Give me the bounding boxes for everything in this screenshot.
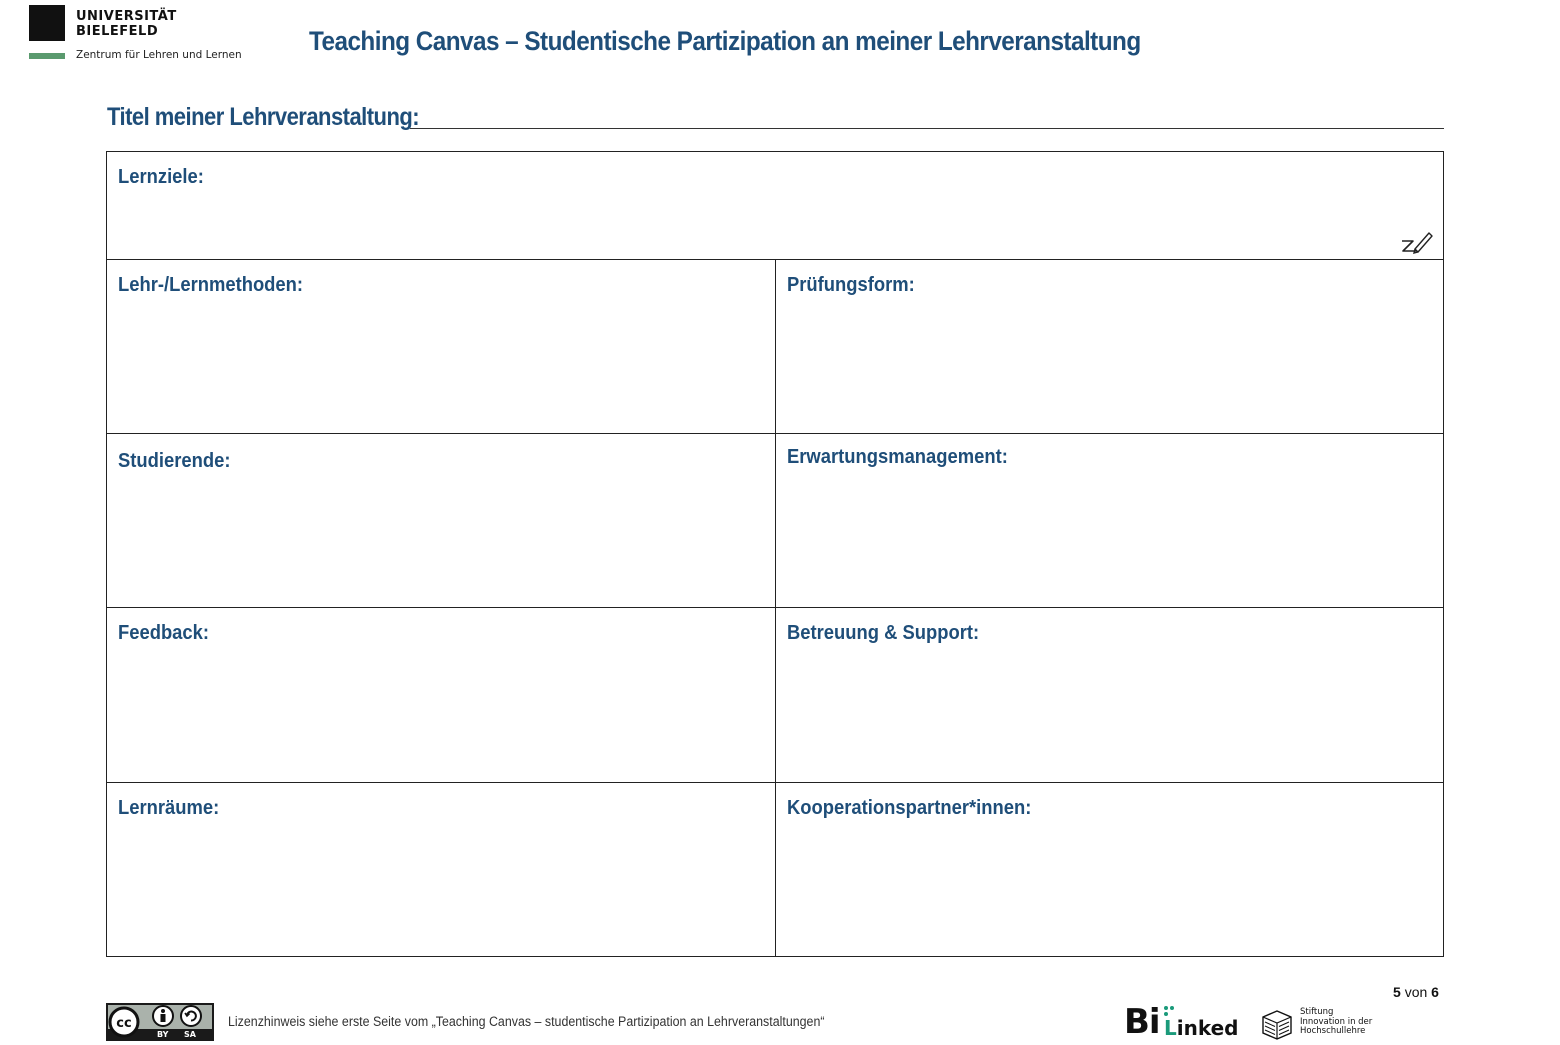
bilinked-rest: inked bbox=[1176, 1016, 1239, 1040]
stiftung-line-3: Hochschullehre bbox=[1300, 1026, 1366, 1036]
cell-erwartungsmanagement[interactable] bbox=[776, 434, 1443, 608]
cell-lehr-lernmethoden[interactable] bbox=[107, 260, 776, 434]
cell-label: Studierende: bbox=[118, 450, 231, 472]
logo-line-2: BIELEFELD bbox=[76, 24, 159, 39]
cell-label: Erwartungsmanagement: bbox=[787, 446, 1008, 468]
cell-studierende[interactable] bbox=[107, 434, 776, 608]
cell-label: Lernziele: bbox=[118, 166, 204, 188]
license-note: Lizenzhinweis siehe erste Seite vom „Teaching Canvas – studentische Partizipation an Lehrveranstaltungen“ bbox=[228, 1014, 825, 1029]
svg-text:cc: cc bbox=[116, 1016, 132, 1031]
cell-lernziele[interactable] bbox=[107, 152, 1443, 260]
cc-sa-label: SA bbox=[184, 1030, 196, 1039]
logo-university-name bbox=[76, 9, 177, 39]
page-number bbox=[1393, 984, 1439, 1000]
bilinked-linked bbox=[1164, 1017, 1239, 1039]
cell-feedback[interactable] bbox=[107, 608, 776, 783]
stiftung-text bbox=[1300, 1008, 1372, 1037]
logo-mark-icon bbox=[29, 5, 65, 41]
cell-lernraeume[interactable] bbox=[107, 783, 776, 956]
bilinked-bi: Bi bbox=[1124, 1002, 1160, 1042]
page-current: 5 bbox=[1393, 984, 1401, 1000]
cell-label: Betreuung & Support: bbox=[787, 622, 980, 644]
course-title-label: Titel meiner Lehrveranstaltung: bbox=[107, 103, 420, 131]
bilinked-logo bbox=[1124, 1002, 1239, 1042]
cell-label: Lehr-/Lernmethoden: bbox=[118, 274, 304, 296]
stiftung-logo bbox=[1260, 1008, 1390, 1044]
stiftung-cube-icon bbox=[1260, 1008, 1294, 1042]
logo-subtitle: Zentrum für Lehren und Lernen bbox=[76, 49, 242, 61]
page-title: Teaching Canvas – Studentische Partizipation an meiner Lehrveranstaltung bbox=[309, 26, 1141, 56]
cell-betreuung-support[interactable] bbox=[776, 608, 1443, 783]
teaching-canvas-grid bbox=[106, 151, 1444, 957]
logo-line-1: UNIVERSITÄT bbox=[76, 9, 177, 24]
logo-accent-bar bbox=[29, 53, 65, 59]
stiftung-line-1: Stiftung bbox=[1300, 1007, 1334, 1017]
cell-kooperationspartner[interactable] bbox=[776, 783, 1443, 956]
cell-label: Lernräume: bbox=[118, 797, 220, 819]
page-separator: von bbox=[1404, 984, 1428, 1000]
page-total: 6 bbox=[1431, 984, 1439, 1000]
cc-by-label: BY bbox=[157, 1030, 169, 1039]
course-title-row bbox=[107, 103, 1444, 133]
cc-by-sa-icon[interactable] bbox=[106, 1003, 214, 1041]
bilinked-l: L bbox=[1164, 1016, 1177, 1040]
course-title-input-line[interactable] bbox=[410, 128, 1444, 129]
cell-label: Feedback: bbox=[118, 622, 210, 644]
pen-icon bbox=[1399, 227, 1435, 255]
cell-label: Prüfungsform: bbox=[787, 274, 915, 296]
cell-pruefungsform[interactable] bbox=[776, 260, 1443, 434]
stiftung-line-2: Innovation in der bbox=[1300, 1016, 1373, 1027]
cell-label: Kooperationspartner*innen: bbox=[787, 797, 1032, 819]
